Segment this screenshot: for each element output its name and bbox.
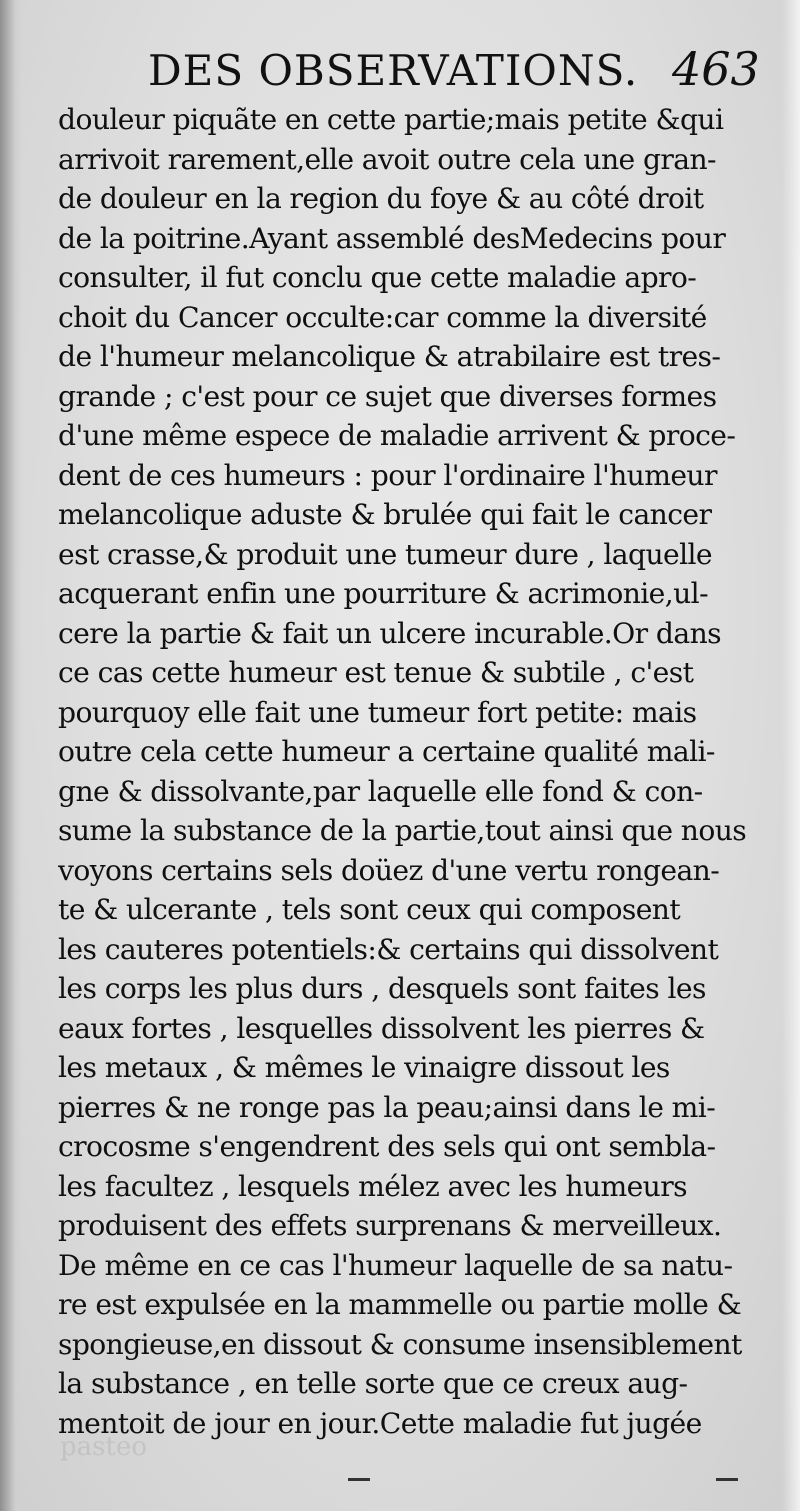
text-line: d'une même espece de maladie arrivent & proce- [58, 419, 736, 452]
gutter-shadow [0, 0, 22, 1511]
text-line: de la poitrine.Ayant assemblé desMedecins pour [58, 221, 726, 255]
text-line: melancolique aduste & brulée qui fait le cancer [58, 498, 712, 531]
text-line: choit du Cancer occulte:car comme la diversité [58, 300, 707, 334]
text-line: consulter, il fut conclu que cette maladie apro- [58, 261, 697, 294]
text-line: les facultez , lesquels mélez avec les humeurs [58, 1169, 687, 1203]
text-line: les corps les plus durs , desquels sont faites les [58, 972, 706, 1005]
text-line: cere la partie & fait un ulcere incurable.Or dans [58, 616, 721, 650]
running-head: DES OBSERVATIONS. [148, 46, 639, 95]
text-line: eaux fortes , lesquelles dissolvent les pierres & [58, 1011, 705, 1045]
text-line: pierres & ne ronge pas la peau;ainsi dans le mi- [58, 1090, 716, 1124]
text-line: les cauteres potentiels:& certains qui dissolvent [58, 932, 719, 966]
text-line: De même en ce cas l'humeur laquelle de sa natu- [58, 1248, 733, 1282]
catchword-mark [716, 1478, 738, 1481]
text-line: outre cela cette humeur a certaine qualité mali- [58, 735, 715, 768]
text-line: les metaux , & mêmes le vinaigre dissout les [58, 1051, 670, 1084]
text-line: mentoit de jour en jour.Cette maladie fut jugée [58, 1406, 702, 1440]
text-line: acquerant enfin une pourriture & acrimonie,ul- [58, 577, 709, 610]
text-line: dent de ces humeurs : pour l'ordinaire l'humeur [58, 458, 717, 492]
page-edge [782, 0, 800, 1511]
text-line: la substance , en telle sorte que ce creux aug- [58, 1367, 688, 1400]
text-line: de douleur en la region du foye & au côté droit [58, 182, 704, 215]
text-line: sume la substance de la partie,tout ainsi que nous [58, 814, 747, 847]
text-line: ce cas cette humeur est tenue & subtile , c'est [58, 656, 694, 689]
text-line: crocosme s'engendrent des sels qui ont sembla- [58, 1130, 716, 1163]
text-line: spongieuse,en dissout & consume insensiblement [58, 1327, 742, 1361]
body-text [58, 100, 748, 1443]
bottom-mark [348, 1478, 370, 1481]
text-line: voyons certains sels doüez d'une vertu rongean- [58, 853, 720, 887]
text-line: re est expulsée en la mammelle ou partie molle & [58, 1288, 742, 1321]
text-line: arrivoit rarement,elle avoit outre cela une gran- [58, 142, 716, 176]
text-line: pourquoy elle fait une tumeur fort petite: mais [58, 695, 697, 729]
page-number: 463 [672, 42, 760, 96]
text-line: douleur piquãte en cette partie;mais petite &qui [58, 103, 724, 136]
text-line: te & ulcerante , tels sont ceux qui composent [58, 893, 681, 926]
bleed-through-text: pasteo [60, 1432, 147, 1462]
text-line: de l'humeur melancolique & atrabilaire est tres- [58, 340, 721, 373]
text-line: produisent des effets surprenans & merveilleux. [58, 1209, 722, 1242]
text-line: grande ; c'est pour ce sujet que diverses formes [58, 379, 717, 413]
page-header [0, 42, 800, 102]
text-line: est crasse,& produit une tumeur dure , laquelle [58, 537, 712, 571]
text-line: gne & dissolvante,par laquelle elle fond & con- [58, 774, 703, 808]
